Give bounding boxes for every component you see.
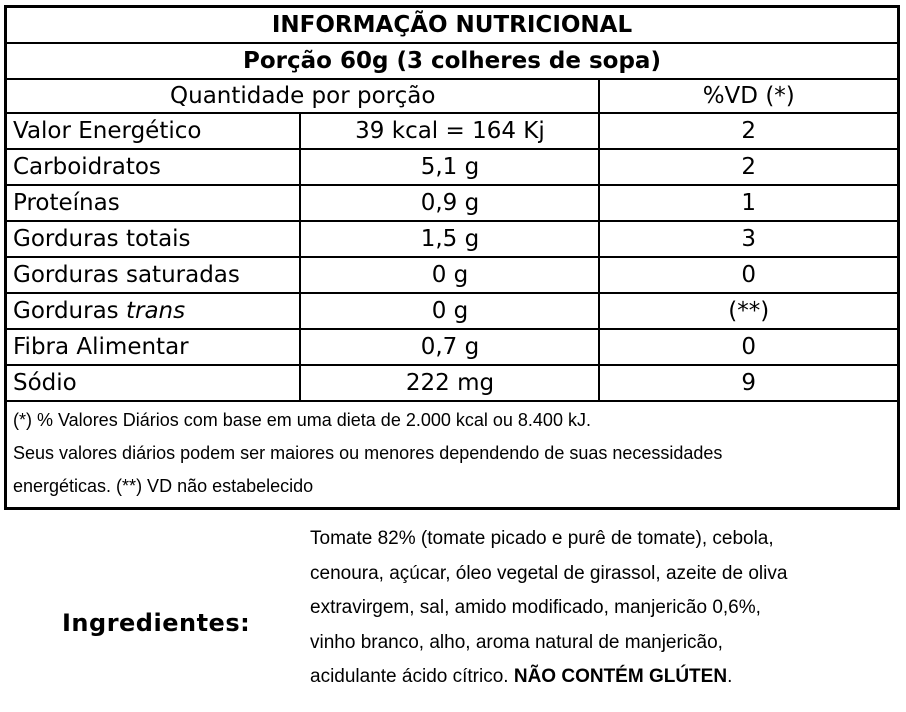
header-vd: %VD (*): [599, 79, 898, 113]
nutrient-quantity: 222 mg: [300, 365, 599, 401]
table-row: [6, 293, 899, 329]
nutrient-name: Gorduras totais: [6, 221, 301, 257]
nutrient-name: Proteínas: [6, 185, 301, 221]
table-title: INFORMAÇÃO NUTRICIONAL: [6, 7, 899, 44]
nutrient-vd: 9: [599, 365, 898, 401]
nutrient-name: [6, 293, 301, 329]
nutrient-quantity: 5,1 g: [300, 149, 599, 185]
ingredients-line: Tomate 82% (tomate picado e purê de tomate), cebola,: [310, 528, 774, 549]
portion-row: [6, 43, 899, 79]
ingredients-text: [310, 522, 890, 695]
table-row: [6, 113, 899, 149]
nutrient-name: Carboidratos: [6, 149, 301, 185]
footnote-line: Seus valores diários podem ser maiores ou menores dependendo de suas necessidades: [13, 443, 723, 463]
nutrient-vd: 3: [599, 221, 898, 257]
nutrient-vd: 1: [599, 185, 898, 221]
footnote-line: energéticas. (**) VD não estabelecido: [13, 476, 314, 496]
nutrient-vd: 0: [599, 329, 898, 365]
nutrient-quantity: 1,5 g: [300, 221, 599, 257]
ingredients-last-text: acidulante ácido cítrico.: [310, 666, 514, 687]
footnote-row: [6, 401, 899, 509]
ingredients-label: Ingredientes:: [62, 609, 251, 637]
nutrient-name: Fibra Alimentar: [6, 329, 301, 365]
ingredients-last-line: [310, 660, 890, 695]
nutrient-name-italic: trans: [125, 298, 186, 324]
nutrient-quantity: 0,9 g: [300, 185, 599, 221]
header-row: [6, 79, 899, 113]
nutrient-quantity: 0,7 g: [300, 329, 599, 365]
ingredients-line: cenoura, açúcar, óleo vegetal de girassol, azeite de oliva: [310, 562, 788, 584]
nutrient-vd: 2: [599, 149, 898, 185]
title-row: [6, 7, 899, 44]
nutrient-quantity: 0 g: [300, 293, 599, 329]
table-row: [6, 257, 899, 293]
table-row: [6, 365, 899, 401]
nutrition-facts-table: [4, 5, 900, 510]
footnote: [6, 401, 899, 509]
table-row: [6, 329, 899, 365]
ingredients-last-period: .: [727, 666, 733, 687]
ingredients-line: extravirgem, sal, amido modificado, manjericão 0,6%,: [310, 597, 761, 618]
nutrient-quantity: 0 g: [300, 257, 599, 293]
nutrient-vd: 0: [599, 257, 898, 293]
nutrient-name: Sódio: [6, 365, 301, 401]
nutrient-vd: (**): [599, 293, 898, 329]
nutrient-name: Valor Energético: [6, 113, 301, 149]
nutrient-vd: 2: [599, 113, 898, 149]
table-row: [6, 221, 899, 257]
table-row: [6, 185, 899, 221]
footnote-line: (*) % Valores Diários com base em uma dieta de 2.000 kcal ou 8.400 kJ.: [13, 410, 591, 430]
ingredients-line: vinho branco, alho, aroma natural de manjericão,: [310, 631, 723, 653]
nutrient-quantity: 39 kcal = 164 Kj: [300, 113, 599, 149]
nutrient-name-prefix: Gorduras: [13, 298, 126, 324]
gluten-free-notice: NÃO CONTÉM GLÚTEN: [513, 666, 728, 687]
header-quantity: Quantidade por porção: [6, 79, 600, 113]
portion-title: Porção 60g (3 colheres de sopa): [6, 43, 899, 79]
table-row: [6, 149, 899, 185]
nutrient-name: Gorduras saturadas: [6, 257, 301, 293]
